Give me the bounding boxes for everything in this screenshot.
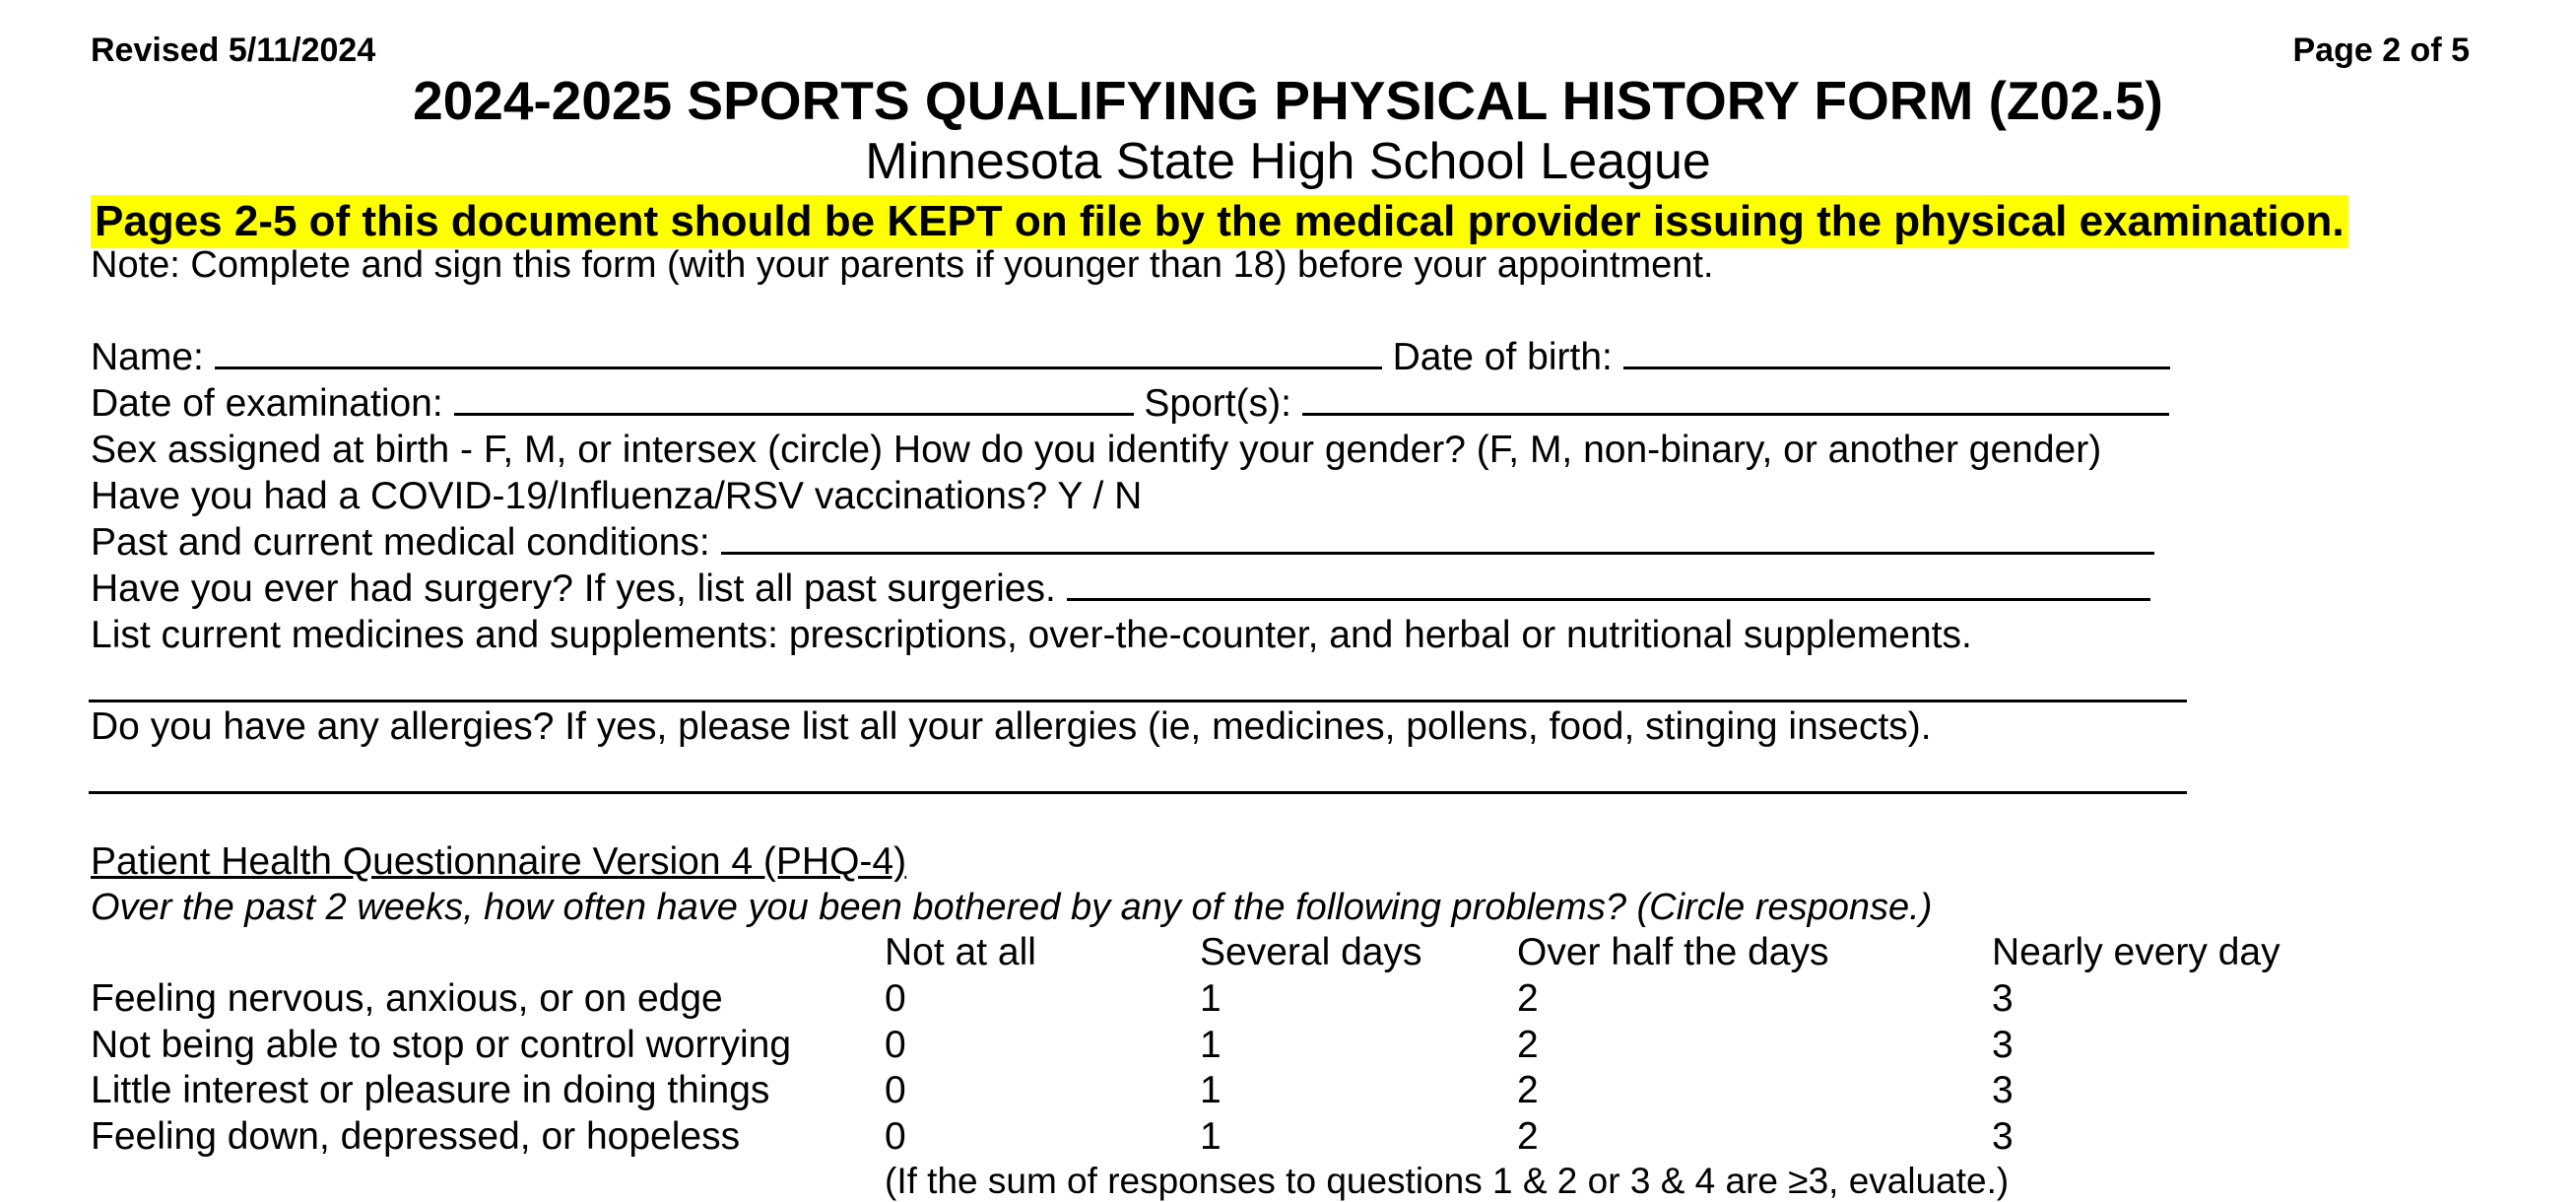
- phq-q4-answer-1[interactable]: 1: [1200, 1115, 1222, 1158]
- medicines-line: List current medicines and supplements: prescriptions, over-the-counter, and herbal or nutritional supplements.: [91, 614, 1972, 656]
- revised-date: Revised 5/11/2024: [91, 32, 376, 69]
- conditions-row: [91, 520, 2154, 566]
- dob-label: Date of birth:: [1392, 336, 1613, 378]
- name-field[interactable]: [215, 337, 1382, 369]
- phq-question-1: Feeling nervous, anxious, or on edge: [91, 977, 723, 1020]
- exam-date-field[interactable]: [454, 383, 1134, 416]
- dob-field[interactable]: [1623, 337, 2170, 369]
- phq-question-3: Little interest or pleasure in doing things: [91, 1069, 770, 1111]
- exam-date-label: Date of examination:: [91, 382, 443, 425]
- phq-q1-answer-3[interactable]: 3: [1992, 977, 2014, 1020]
- conditions-label: Past and current medical conditions:: [91, 521, 710, 564]
- phq-q2-answer-1[interactable]: 1: [1200, 1024, 1222, 1066]
- phq-question-4: Feeling down, depressed, or hopeless: [91, 1115, 741, 1158]
- sex-gender-line: Sex assigned at birth - F, M, or intersex (circle) How do you identify your gender? (F, M, non-binary, or another gender): [91, 429, 2102, 471]
- phq-q3-answer-0[interactable]: 0: [885, 1069, 906, 1111]
- surgery-field[interactable]: [1067, 568, 2150, 601]
- form-subtitle: Minnesota State High School League: [865, 133, 1711, 190]
- phq-col-nearly-every-day: Nearly every day: [1992, 931, 2280, 973]
- phq-q4-answer-0[interactable]: 0: [885, 1115, 906, 1158]
- conditions-field[interactable]: [721, 522, 2154, 555]
- phq-col-over-half: Over half the days: [1517, 931, 1829, 973]
- phq-title: Patient Health Questionnaire Version 4 (PHQ-4): [91, 840, 907, 883]
- name-dob-row: [91, 335, 2170, 380]
- phq-q3-answer-2[interactable]: 2: [1517, 1069, 1539, 1111]
- phq-q1-answer-2[interactable]: 2: [1517, 977, 1539, 1020]
- allergies-field[interactable]: [89, 791, 2187, 794]
- vaccination-line: Have you had a COVID-19/Influenza/RSV vaccinations? Y / N: [91, 475, 1143, 517]
- phq-footnote: (If the sum of responses to questions 1 & 2 or 3 & 4 are ≥3, evaluate.): [885, 1161, 2010, 1201]
- phq-instruction: Over the past 2 weeks, how often have you been bothered by any of the following problems? (Circle response.): [91, 887, 1933, 928]
- surgery-row: [91, 567, 2150, 612]
- sports-label: Sport(s):: [1144, 382, 1291, 425]
- medicines-field[interactable]: [89, 700, 2187, 702]
- phq-q2-answer-2[interactable]: 2: [1517, 1024, 1539, 1066]
- highlight-notice: Pages 2-5 of this document should be KEPT on file by the medical provider issuing the physical examination.: [91, 195, 2348, 248]
- exam-sport-row: [91, 381, 2169, 427]
- phq-q3-answer-1[interactable]: 1: [1200, 1069, 1222, 1111]
- phq-q4-answer-2[interactable]: 2: [1517, 1115, 1539, 1158]
- phq-col-not-at-all: Not at all: [885, 931, 1036, 973]
- phq-col-several-days: Several days: [1200, 931, 1422, 973]
- page-number: Page 2 of 5: [2292, 32, 2470, 69]
- surgery-label: Have you ever had surgery? If yes, list all past surgeries.: [91, 568, 1056, 610]
- name-label: Name:: [91, 336, 204, 378]
- form-note: Note: Complete and sign this form (with your parents if younger than 18) before your appointment.: [91, 244, 1714, 286]
- phq-question-2: Not being able to stop or control worrying: [91, 1024, 792, 1066]
- allergies-line: Do you have any allergies? If yes, please list all your allergies (ie, medicines, pollens, food, stinging insects).: [91, 705, 1932, 748]
- sports-field[interactable]: [1302, 383, 2169, 416]
- phq-q2-answer-3[interactable]: 3: [1992, 1024, 2014, 1066]
- form-title: 2024-2025 SPORTS QUALIFYING PHYSICAL HISTORY FORM (Z02.5): [413, 70, 2163, 131]
- phq-q4-answer-3[interactable]: 3: [1992, 1115, 2014, 1158]
- phq-q1-answer-0[interactable]: 0: [885, 977, 906, 1020]
- phq-q3-answer-3[interactable]: 3: [1992, 1069, 2014, 1111]
- phq-q1-answer-1[interactable]: 1: [1200, 977, 1222, 1020]
- phq-q2-answer-0[interactable]: 0: [885, 1024, 906, 1066]
